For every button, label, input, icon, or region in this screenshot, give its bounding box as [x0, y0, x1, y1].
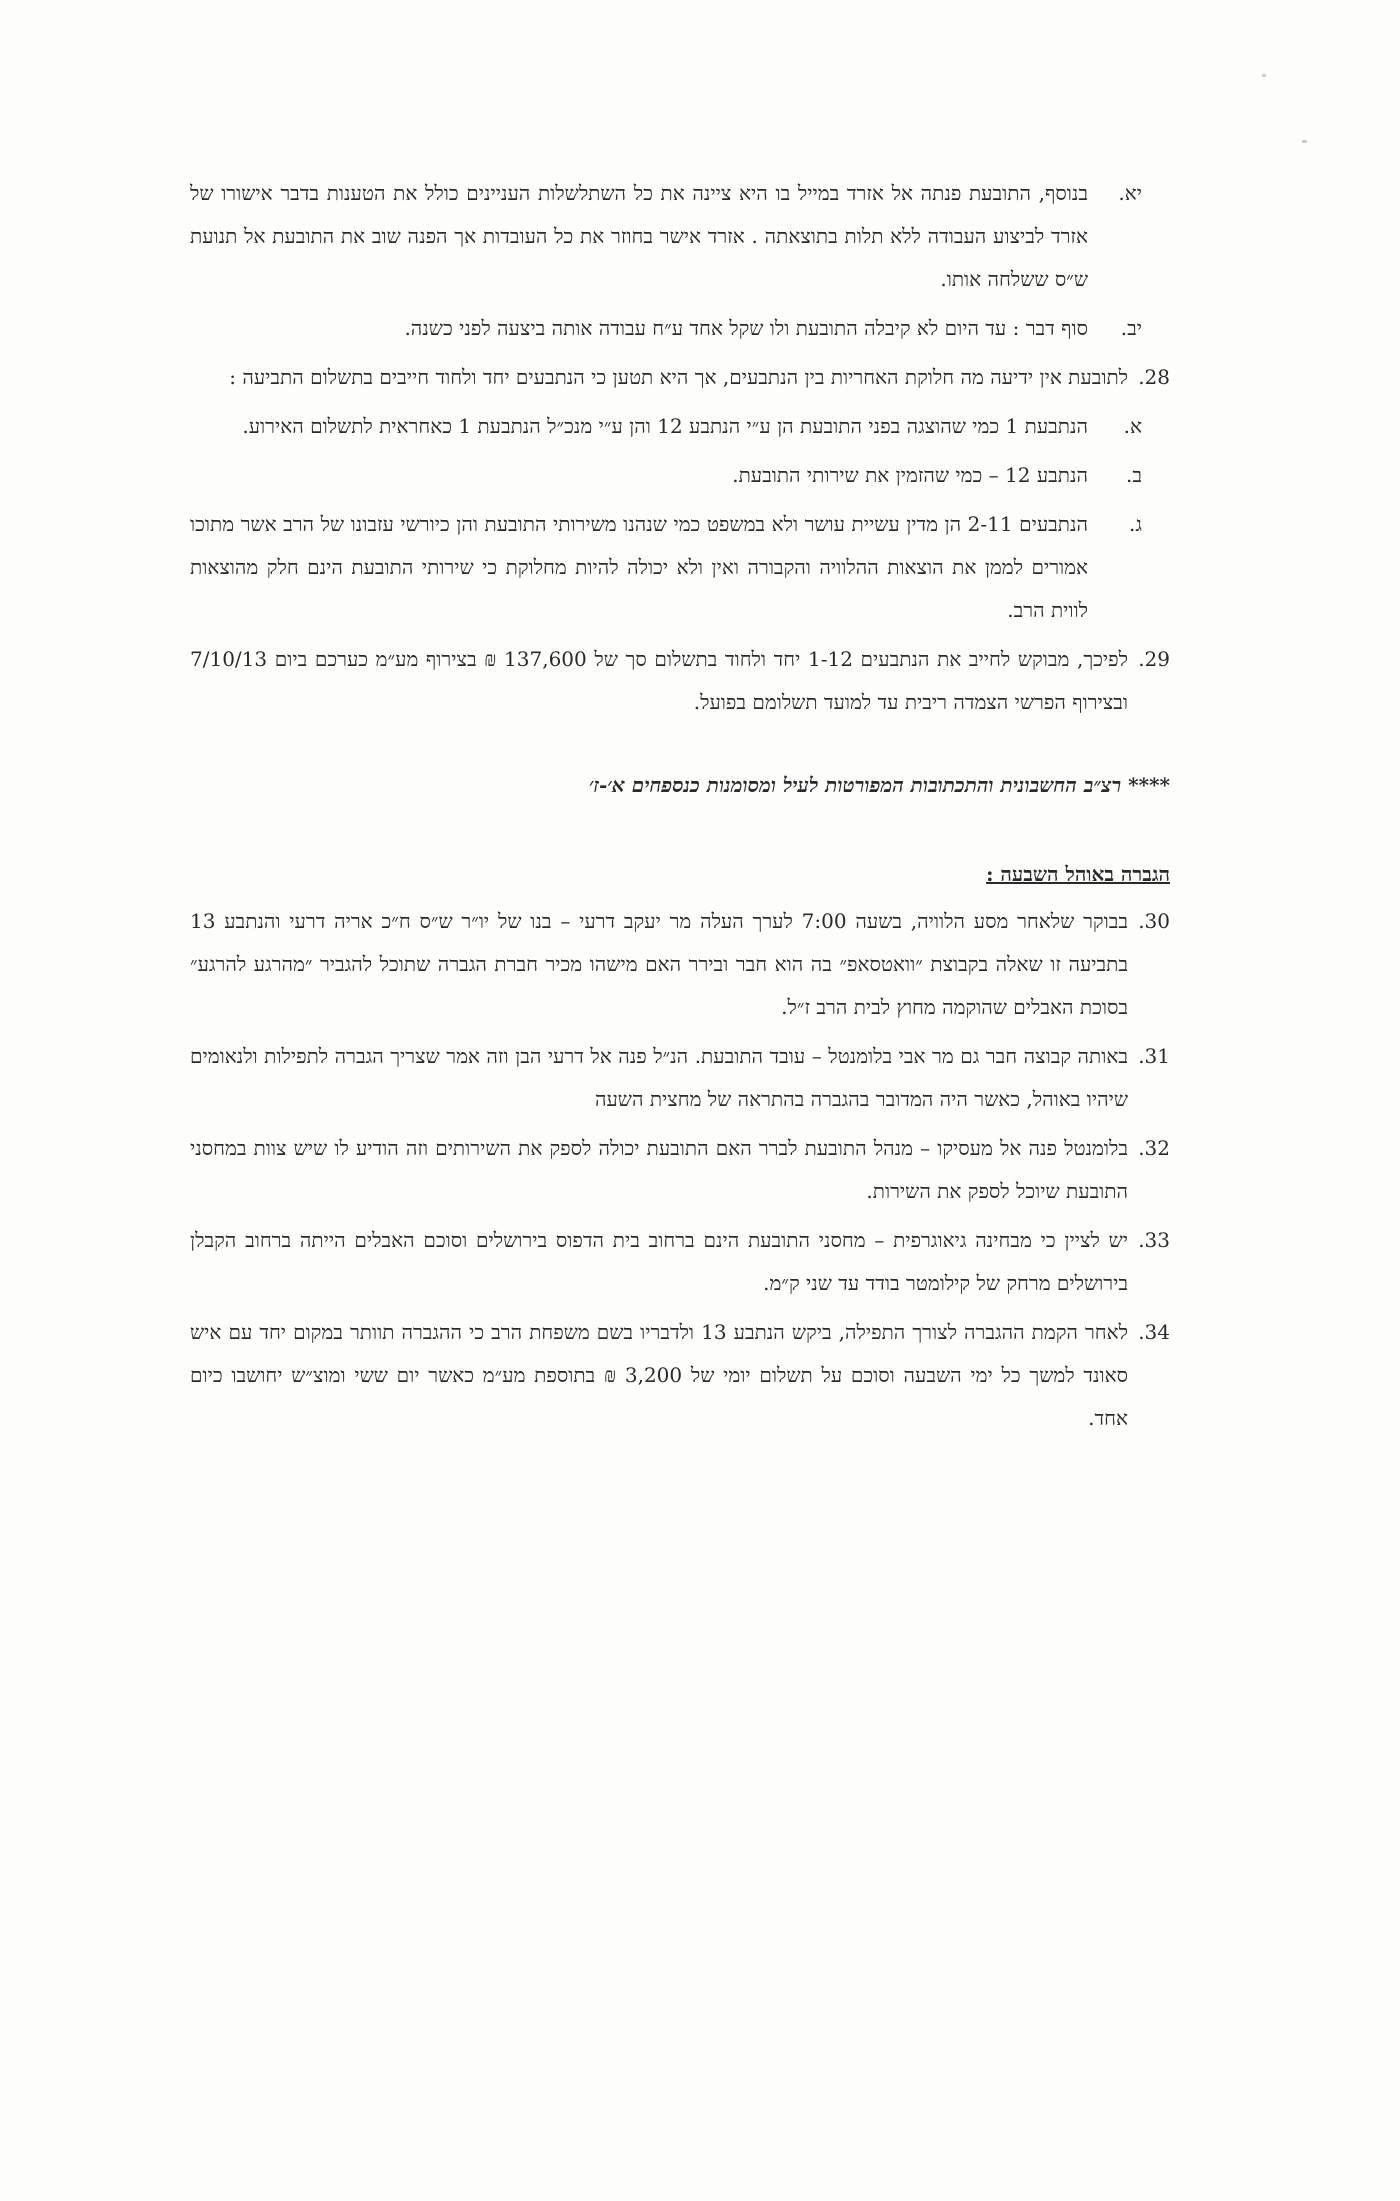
numbered-paragraph [190, 638, 1170, 724]
document-body [190, 172, 1170, 1446]
paragraph-text: בבוקר שלאחר מסע הלוויה, בשעה 7:00 לערך העלה מר יעקב דרעי – בנו של יו״ר ש״ס ח״כ אריה דרעי והנתבע 13 בתביעה זו שאלה בקבוצת ״וואטסאפ״ בה הוא חבר ובירר האם מישהו מכיר חברת הגברה שתוכל להגביר ״מהרגע להרגע״ בסוכת האבלים שהוקמה מחוץ לבית הרב ז״ל. [190, 909, 1128, 1019]
attachments-note: **** רצ״ב החשבונית והתכתובות המפורטות לעיל ומסומנות כנספחים א׳-ז׳ [588, 773, 1170, 797]
paragraphs-top [190, 172, 1170, 724]
paragraph-number: 33. [1138, 1228, 1170, 1252]
section-heading: הגברה באוהל השבעה : [986, 862, 1170, 886]
paragraph-number: 30. [1138, 909, 1170, 933]
paragraphs-bottom [190, 900, 1170, 1440]
paragraph-number: ג. [1129, 512, 1142, 536]
paragraph-text: בלומנטל פנה אל מעסיקו – מנהל התובעת לברר האם התובעת יכולה לספק את השירותים וזה הודיע לו שיש צוות במחסני התובעת שיוכל לספק את השירות. [190, 1136, 1128, 1203]
paragraph-text: הנתבע 12 – כמי שהזמין את שירותי התובעת. [732, 463, 1088, 487]
paragraph-number: א. [1123, 414, 1142, 438]
sub-paragraph [190, 307, 1170, 350]
scan-speck [1302, 140, 1307, 143]
scan-speck [1262, 74, 1266, 77]
paragraph-text: הנתבעים 2-11 הן מדין עשיית עושר ולא במשפט כמי שנהנו משירותי התובעת והן כיורשי עזבונו של הרב אשר מתוכו אמורים לממן את הוצאות ההלוויה והקבורה ואין ולא יכולה להיות מחלוקת כי שירותי התובעת הינם חלק מהוצאות לווית הרב. [190, 512, 1088, 622]
sub-paragraph [190, 454, 1170, 497]
numbered-paragraph [190, 356, 1170, 399]
paragraph-number: 29. [1138, 647, 1170, 671]
paragraph-number: 34. [1138, 1320, 1170, 1344]
numbered-paragraph [190, 1127, 1170, 1213]
paragraph-number: יב. [1120, 316, 1142, 340]
paragraph-number: 28. [1138, 365, 1170, 389]
paragraph-number: 31. [1138, 1044, 1170, 1068]
paragraph-number: ב. [1126, 463, 1142, 487]
paragraph-text: באותה קבוצה חבר גם מר אבי בלומנטל – עובד התובעת. הנ״ל פנה אל דרעי הבן וזה אמר שצריך הגברה לתפילות ולנאומים שיהיו באוהל, כאשר היה המדובר בהגברה בהתראה של מחצית השעה [190, 1044, 1129, 1111]
sub-paragraph [190, 405, 1170, 448]
paragraph-text: לאחר הקמת ההגברה לצורך התפילה, ביקש הנתבע 13 ולדבריו בשם משפחת הרב כי ההגברה תוותר במקום יחד עם איש סאונד למשך כל ימי השבעה וסוכם על תשלום יומי של 3,200 ₪ בתוספת מע״מ כאשר יום ששי ומוצ״ש יחושבו כיום אחד. [190, 1320, 1128, 1430]
sub-paragraph [190, 172, 1170, 301]
paragraph-text: לפיכך, מבוקש לחייב את הנתבעים 1-12 יחד ולחוד בתשלום סך של 137,600 ₪ בצירוף מע״מ כערכם ביום 7/10/13 ובצירוף הפרשי הצמדה ריבית עד למועד תשלומם בפועל. [190, 647, 1129, 714]
numbered-paragraph [190, 900, 1170, 1029]
paragraph-text: יש לציין כי מבחינה גיאוגרפית – מחסני התובעת הינם ברחוב בית הדפוס בירושלים וסוכם האבלים הייתה ברחוב הקבלן בירושלים מרחק של קילומטר בודד עד שני ק״מ. [190, 1228, 1128, 1295]
paragraph-text: סוף דבר : עד היום לא קיבלה התובעת ולו שקל אחד ע״ח עבודה אותה ביצעה לפני כשנה. [404, 316, 1088, 340]
paragraph-text: הנתבעת 1 כמי שהוצגה בפני התובעת הן ע״י הנתבע 12 והן ע״י מנכ״ל הנתבעת 1 כאחראית לתשלום האירוע. [242, 414, 1088, 438]
paragraph-text: בנוסף, התובעת פנתה אל אזרד במייל בו היא ציינה את כל השתלשלות העניינים כולל את הטענות בדבר אישורו של אזרד לביצוע העבודה ללא תלות בתוצאתה . אזרד אישר בחוזר את כל העובדות אך הפנה שוב את התובעת אל תנועת ש״ס ששלחה אותו. [190, 181, 1088, 291]
sub-paragraph [190, 503, 1170, 632]
paragraph-number: יא. [1118, 181, 1142, 205]
paragraph-text: לתובעת אין ידיעה מה חלוקת האחריות בין הנתבעים, אך היא תטען כי הנתבעים יחד ולחוד חייבים בתשלום התביעה : [229, 365, 1128, 389]
paragraph-number: 32. [1138, 1136, 1170, 1160]
numbered-paragraph [190, 1219, 1170, 1305]
numbered-paragraph [190, 1311, 1170, 1440]
numbered-paragraph [190, 1035, 1170, 1121]
